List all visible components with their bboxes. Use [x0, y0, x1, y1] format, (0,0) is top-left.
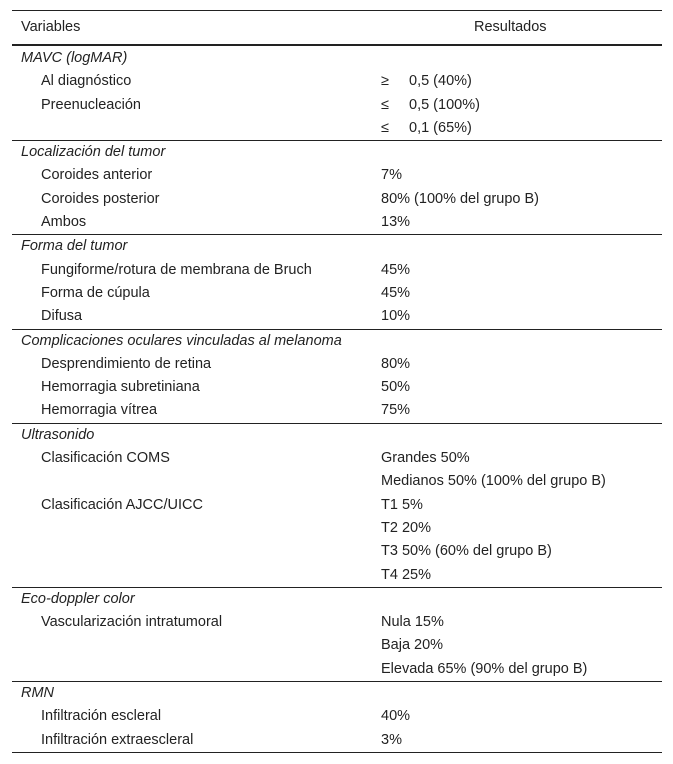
row-label: Desprendimiento de retina [41, 355, 212, 372]
row-value: T2 20% [381, 519, 431, 536]
row-label: Forma de cúpula [41, 284, 150, 301]
row-value: 13% [381, 214, 411, 231]
table-row [12, 564, 662, 587]
table-row [12, 305, 662, 328]
row-label: Hemorragia vítrea [41, 402, 158, 419]
row-value: Elevada 65% (90% del grupo B) [381, 660, 588, 677]
row-value: 3% [381, 731, 402, 748]
header-variables: Variables [21, 19, 81, 35]
table-row [12, 634, 662, 657]
table-row [12, 211, 662, 234]
section-title: MAVC (logMAR) [21, 50, 128, 66]
row-value: 45% [381, 284, 411, 301]
row-label: Vascularización intratumoral [41, 614, 223, 631]
section-title: Eco-doppler color [21, 590, 135, 607]
row-value: T3 50% (60% del grupo B) [381, 543, 552, 560]
row-label: Preenucleación [41, 96, 141, 113]
row-label: Ambos [41, 214, 87, 231]
row-label: Infiltración escleral [41, 708, 162, 725]
row-label: Coroides posterior [41, 190, 160, 207]
table-row [12, 94, 662, 117]
header-resultados: Resultados [474, 19, 547, 35]
comparison-symbol: ≤ [381, 119, 389, 136]
table-row [12, 70, 662, 93]
row-label: Clasificación AJCC/UICC [41, 496, 203, 513]
row-label: Al diagnóstico [41, 73, 132, 90]
row-value: 0,5 (40%) [409, 73, 472, 90]
row-value: Grandes 50% [381, 450, 470, 467]
section-title: Localización del tumor [21, 144, 166, 161]
section-header [12, 423, 662, 447]
table-header [12, 11, 662, 46]
table-row [12, 164, 662, 187]
row-label: Clasificación COMS [41, 450, 170, 467]
table-row [12, 517, 662, 540]
row-value: 50% [381, 379, 411, 396]
table-row [12, 705, 662, 728]
table-row [12, 540, 662, 563]
section-header [12, 140, 662, 164]
table-row [12, 729, 662, 752]
results-table [12, 10, 662, 753]
row-value: 75% [381, 402, 411, 419]
row-value: T4 25% [381, 566, 431, 583]
row-value: 80% [381, 355, 411, 372]
table-row [12, 376, 662, 399]
table-body [12, 46, 662, 752]
section-header [12, 47, 662, 70]
table-row [12, 470, 662, 493]
table-row [12, 494, 662, 517]
table-row [12, 399, 662, 422]
row-value: Nula 15% [381, 614, 444, 631]
row-label: Infiltración extraescleral [41, 731, 194, 748]
comparison-symbol: ≥ [381, 73, 389, 90]
table-row [12, 282, 662, 305]
table-row [12, 259, 662, 282]
row-value: 0,5 (100%) [409, 96, 480, 113]
section-title: RMN [21, 685, 55, 702]
section-title: Forma del tumor [21, 238, 128, 255]
table-row [12, 658, 662, 681]
row-value: 80% (100% del grupo B) [381, 190, 539, 207]
table-row [12, 117, 662, 140]
section-header [12, 681, 662, 705]
row-value: 0,1 (65%) [409, 119, 472, 136]
row-value: 7% [381, 167, 402, 184]
row-value: Baja 20% [381, 637, 444, 654]
row-value: 10% [381, 308, 411, 325]
table-row [12, 447, 662, 470]
comparison-symbol: ≤ [381, 96, 389, 113]
row-value: T1 5% [381, 496, 423, 513]
table-row [12, 188, 662, 211]
section-title: Ultrasonido [21, 426, 95, 443]
row-label: Hemorragia subretiniana [41, 379, 200, 396]
row-value: 45% [381, 261, 411, 278]
table-row [12, 353, 662, 376]
section-header [12, 329, 662, 353]
row-label: Difusa [41, 308, 83, 325]
row-label: Fungiforme/rotura de membrana de Bruch [41, 261, 312, 278]
section-header [12, 587, 662, 611]
section-header [12, 234, 662, 258]
table-row [12, 611, 662, 634]
row-value: 40% [381, 708, 411, 725]
row-label: Coroides anterior [41, 167, 153, 184]
row-value: Medianos 50% (100% del grupo B) [381, 473, 606, 490]
section-title: Complicaciones oculares vinculadas al melanoma [21, 332, 342, 349]
